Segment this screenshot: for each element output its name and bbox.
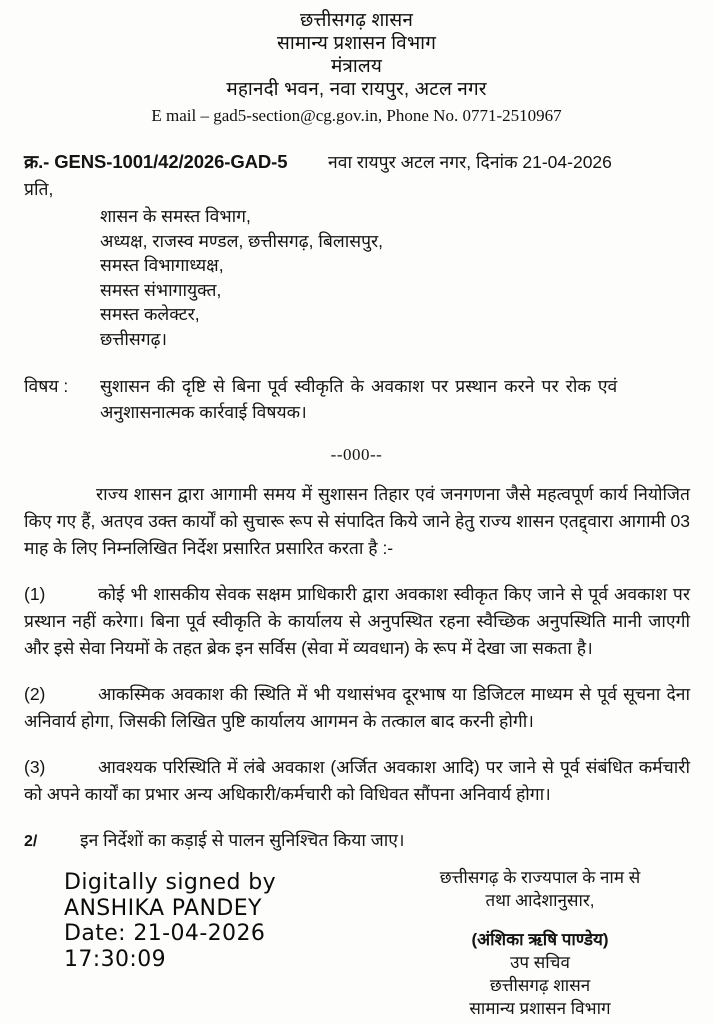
subject-line-1: सुशासन की दृष्टि से बिना पूर्व स्वीकृति के अवकाश पर प्रस्थान करने पर रोक एवं: [100, 376, 618, 396]
signatory-department: सामान्य प्रशासन विभाग: [469, 999, 611, 1018]
order-authority-line-1: छत्तीसगढ़ के राज्यपाल के नाम से: [439, 868, 641, 887]
letterhead: [0, 0, 713, 128]
subject-text: [100, 373, 691, 425]
directive-text-2: आकस्मिक अवकाश की स्थिति में भी यथासंभव दूरभाष या डिजिटल माध्यम से पूर्व सूचना देना अनिवार्य होगा, जिसकी लिखित पुष्टि कार्यालय आगमन के तत्काल बाद करनी होगी।: [24, 684, 690, 731]
order-authority-line-2: तथा आदेशानुसार,: [485, 891, 595, 910]
section-divider: --000--: [330, 445, 383, 464]
digital-signature-time: 17:30:09: [64, 946, 167, 972]
directive-number-2: (2): [24, 684, 46, 704]
directive-paragraph-1: [24, 581, 690, 662]
list-item: अध्यक्ष, राजस्व मण्डल, छत्तीसगढ़, बिलासपुर,: [100, 230, 384, 251]
directive-paragraph-2: [24, 681, 690, 735]
contact-line: E mail – gad5-section@cg.gov.in, Phone No. 0771-2510967: [151, 106, 562, 125]
directive-text-1: कोई भी शासकीय सेवक सक्षम प्राधिकारी द्वारा अवकाश स्वीकृत किए जाने से पूर्व अवकाश पर प्रस्थान नहीं करेगा। बिना पूर्व स्वीकृति के कार्यालय से अनुपस्थित रहना स्वैच्छिक अनुपस्थिति मानी जाएगी और इसे सेवा नियमों के तहत ब्रेक इन सर्विस (सेवा में व्यवधान) के रूप में देखा जा सकता है।: [24, 584, 690, 658]
closing-number: 2/: [24, 833, 38, 850]
closing-text: इन निर्देशों का कड़ाई से पालन सुनिश्चित किया जाए।: [80, 830, 405, 850]
signature-spacer: [380, 912, 700, 928]
subject-label: विषय :: [24, 376, 69, 396]
list-item: समस्त विभागाध्यक्ष,: [100, 255, 224, 275]
issuing-address: महानदी भवन, नवा रायपुर, अटल नगर: [226, 79, 487, 100]
reference-number: क्र.- GENS-1001/42/2026-GAD-5: [24, 151, 288, 172]
to-label: प्रति,: [24, 179, 54, 199]
digital-signature-date: Date: 21-04-2026: [64, 921, 266, 946]
digital-signature-line-1: Digitally signed by: [64, 870, 277, 895]
digital-signature-signer: ANSHIKA PANDEY: [64, 895, 262, 921]
list-item: समस्त कलेक्टर,: [100, 304, 200, 324]
closing-paragraph: [24, 827, 690, 855]
digital-signature-stamp: [64, 870, 276, 972]
subject-line-2: अनुशासनात्मक कार्रवाई विषयक।: [100, 402, 307, 422]
subject-block: [24, 373, 691, 425]
signature-area: [0, 862, 713, 1024]
signatory-government: छत्तीसगढ़ शासन: [489, 976, 591, 995]
list-item: छत्तीसगढ़।: [100, 328, 168, 349]
addressee-list: [100, 204, 713, 351]
directive-number-1: (1): [24, 584, 46, 604]
directive-paragraph-3: [24, 754, 690, 808]
place-and-date: नवा रायपुर अटल नगर, दिनांक 21-04-2026: [328, 152, 612, 172]
directive-text-3: आवश्यक परिस्थिति में लंबे अवकाश (अर्जित अवकाश आदि) पर जाने से पूर्व संबंधित कर्मचारी को अपने कार्यों का प्रभार अन्य अधिकारी/कर्मचारी को विधिवत सौंपना अनिवार्य होगा।: [24, 757, 690, 804]
directive-number-3: (3): [24, 757, 46, 777]
issuing-department: सामान्य प्रशासन विभाग: [276, 33, 437, 54]
order-signature-block: [380, 866, 700, 1020]
signatory-name: (अंशिका ऋषि पाण्डेय): [471, 930, 609, 949]
issuing-government: छत्तीसगढ़ शासन: [299, 10, 414, 31]
list-item: समस्त संभागायुक्त,: [100, 279, 222, 300]
list-item: शासन के समस्त विभाग,: [100, 206, 251, 226]
issuing-secretariat: मंत्रालय: [330, 56, 383, 77]
signatory-designation: उप सचिव: [510, 953, 570, 972]
lead-paragraph: राज्य शासन द्वारा आगामी समय में सुशासन तिहार एवं जनगणना जैसे महत्वपूर्ण कार्य नियोजित किए गए हैं, अतएव उक्त कार्यों को सुचारू रूप से संपादित किये जाने हेतु राज्य शासन एतद्द्वारा आगामी 03 माह के लिए निम्नलिखित निर्देश प्रसारित प्रसारित करता है :-: [24, 484, 690, 558]
reference-row: [0, 149, 713, 175]
